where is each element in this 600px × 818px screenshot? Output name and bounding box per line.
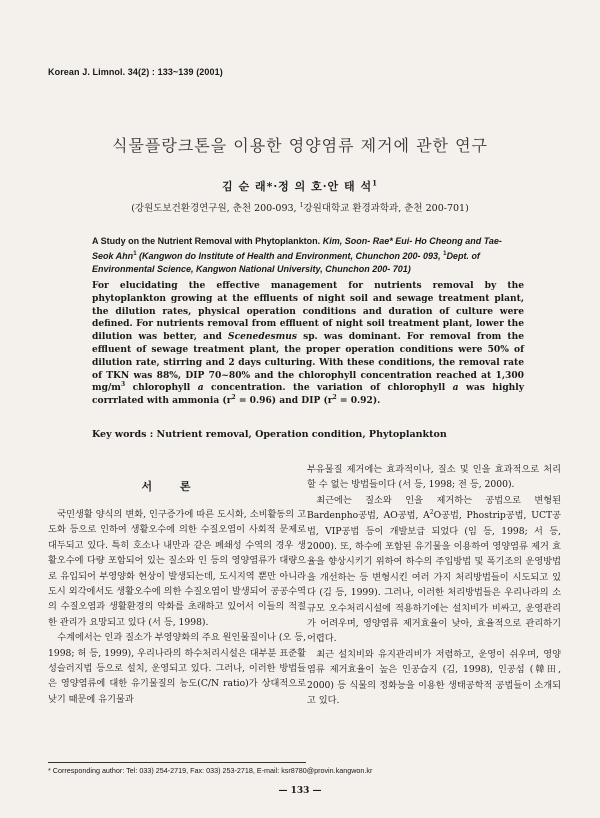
abstract-text-1: For elucidating the effective management for nutrients removal by the phytoplankton growing at the effluents of night soil and sewage treatment plant, the dilution rates, physical operation conditions and duration of culture were defined. For nutrients removal from effluent of night soil treatment plant, lower the dilution was better, and	[92, 280, 524, 343]
abstract-chl-a-2: a	[452, 382, 459, 394]
left-paragraph-2: 수계에서는 인과 질소가 부영양화의 주요 원인물질이나 (오 등, 1998; 허 등, 1999), 우리나라의 하수처리시설은 대부분 표준활성슬러지법 등으로 설치, 운영되고 있다. 그러나, 이러한 방법들은 영양염류에 대한 유기물질의 농도(C/N ratio)가 상대적으로 낮기 때문에 유기물과	[48, 632, 307, 705]
abstract-species: Scenedesmus	[228, 331, 297, 343]
right-column	[307, 462, 561, 709]
author-affil-mark: 1	[372, 178, 378, 188]
abstract-text-4: concentration. the variation of chlorophyll	[211, 382, 446, 394]
english-authors: Kim, Soon- Rae* Eui- Ho Cheong and Tae- Seok Ahn	[92, 236, 502, 261]
right-paragraph-2	[307, 493, 561, 647]
abstract-text-6: = 0.96) and DIP (r	[238, 395, 333, 407]
journal-citation: Korean J. Limnol. 34(2) : 133~139 (2001)	[48, 67, 223, 77]
english-institution-mark: 1	[443, 251, 447, 257]
right-paragraph-1: 부유물질 제거에는 효과적이나, 질소 및 인을 효과적으로 처리할 수 없는 방법들이다 (서 등, 1998; 전 등, 2000).	[307, 464, 561, 491]
page-number: — 133 —	[278, 786, 322, 796]
abstract-text-7: = 0.92).	[339, 395, 381, 407]
keywords: Key words : Nutrient removal, Operation condition, Phytoplankton	[92, 429, 447, 440]
affiliation-mark: 1	[299, 201, 304, 209]
english-reference	[92, 235, 522, 276]
right-paragraph-2-sup: 2	[429, 509, 434, 517]
corresponding-author-footnote: * Corresponding author: Tel: 033) 254-2719, Fax: 033) 253-2718, E-mail: ksr8780@provin.kangwon.kr	[48, 766, 373, 775]
abstract-sup-r1: 2	[231, 394, 236, 402]
english-title: A Study on the Nutrient Removal with Phytoplankton.	[92, 236, 321, 246]
abstract-text-5: was highly corrrlated with ammonia (r	[92, 382, 525, 407]
right-paragraph-2-a: 최근에는 질소와 인을 제거하는 공법으로 변형된 Bardenpho공법, AO공법, A	[307, 494, 561, 522]
affiliation-part-1: (강원도보건환경연구원, 춘천 200-093,	[131, 203, 300, 214]
english-institution-1: (Kangwon do Institute of Health and Environment, Chunchon 200- 093,	[139, 251, 441, 261]
section-heading-introduction: 서 론	[141, 480, 203, 493]
left-column	[48, 507, 306, 707]
paper-title: 식물플랑크톤을 이용한 영양염류 제거에 관한 연구	[111, 136, 488, 155]
affiliation-part-2: 강원대학교 환경과학과, 춘천 200-701)	[303, 203, 469, 214]
abstract-sup-m3: 3	[120, 381, 126, 389]
right-paragraph-2-b: O공법, Phostrip공법, UCT공법, VIP공법 등이 개발보급 되었다 (임 등, 1998; 서 등, 2000). 또, 하수에 포함된 유기물을 이용하여 영양염류 제거 효율을 향상시키기 위하여 하수의 주입방법 및 폭기조의 운영방법을 개선하는 등 변형시킨 여러 가지 처리방법들이 시도되고 있다 (김 등, 1999). 그러나, 이러한 처리방법들은 우리나라의 소규모 오수처리시설에 적용하기에는 설치비가 비싸고, 운영관리가 어려우며, 영양염류 제거효율이 낮아, 효율적으로 관리하기 어렵다.	[307, 510, 561, 645]
author-list	[0, 178, 600, 194]
right-paragraph-3: 최근 설치비와 유지관리비가 저렴하고, 운영이 쉬우며, 영양염류 제거효율이 높은 인공습지 (김, 1998), 인공섬 (韓田, 2000) 등 식물의 정화능을 이용한 생태공학적 공법들이 소개되고 있다.	[307, 648, 561, 707]
abstract	[92, 280, 524, 408]
english-institution-2: Dept. of Environmental Science, Kangwon National University, Chunchon 200- 701)	[92, 251, 480, 274]
english-author-mark: 1	[133, 251, 137, 257]
abstract-text-2: sp. was dominant. For removal from the effluent of sewage treatment plant, the proper operation conditions were 50% of dilution rate, stirring and 2 days culturing. With these conditions, the removal rate of TKN was 88%, DIP 70~80% and the chlorophyll concentration reached at 1,300 mg/m	[92, 331, 524, 394]
abstract-sup-r2: 2	[332, 394, 337, 402]
left-paragraph-1: 국민생활 양식의 변화, 인구증가에 따른 도시화, 소비활동의 고도화 등으로 인하여 생활오수에 의한 수질오염이 사회적 문제로 대두되고 있다. 특히 호소나 내만과 같은 폐쇄성 수역의 경우 생활오수에 다량 포함되어 있는 질소와 인 등의 영양염류가 대량으로 유입되어 부영양화 현상이 발생되는데, 도시지역 뿐만 아니라 도시 외각에서도 생활오수에 의한 수질오염이 발생되어 공공수역의 수질오염과 생활환경의 악화를 초래하고 있어서 이들의 적절한 관리가 요망되고 있다 (서 등, 1998).	[48, 509, 306, 628]
affiliation-line	[0, 200, 600, 214]
footnote-divider	[48, 762, 306, 763]
author-names: 김 순 래*·정 의 호·안 태 석	[222, 180, 373, 193]
abstract-chl-a-1: a	[197, 382, 204, 394]
abstract-text-3: chlorophyll	[132, 382, 191, 394]
